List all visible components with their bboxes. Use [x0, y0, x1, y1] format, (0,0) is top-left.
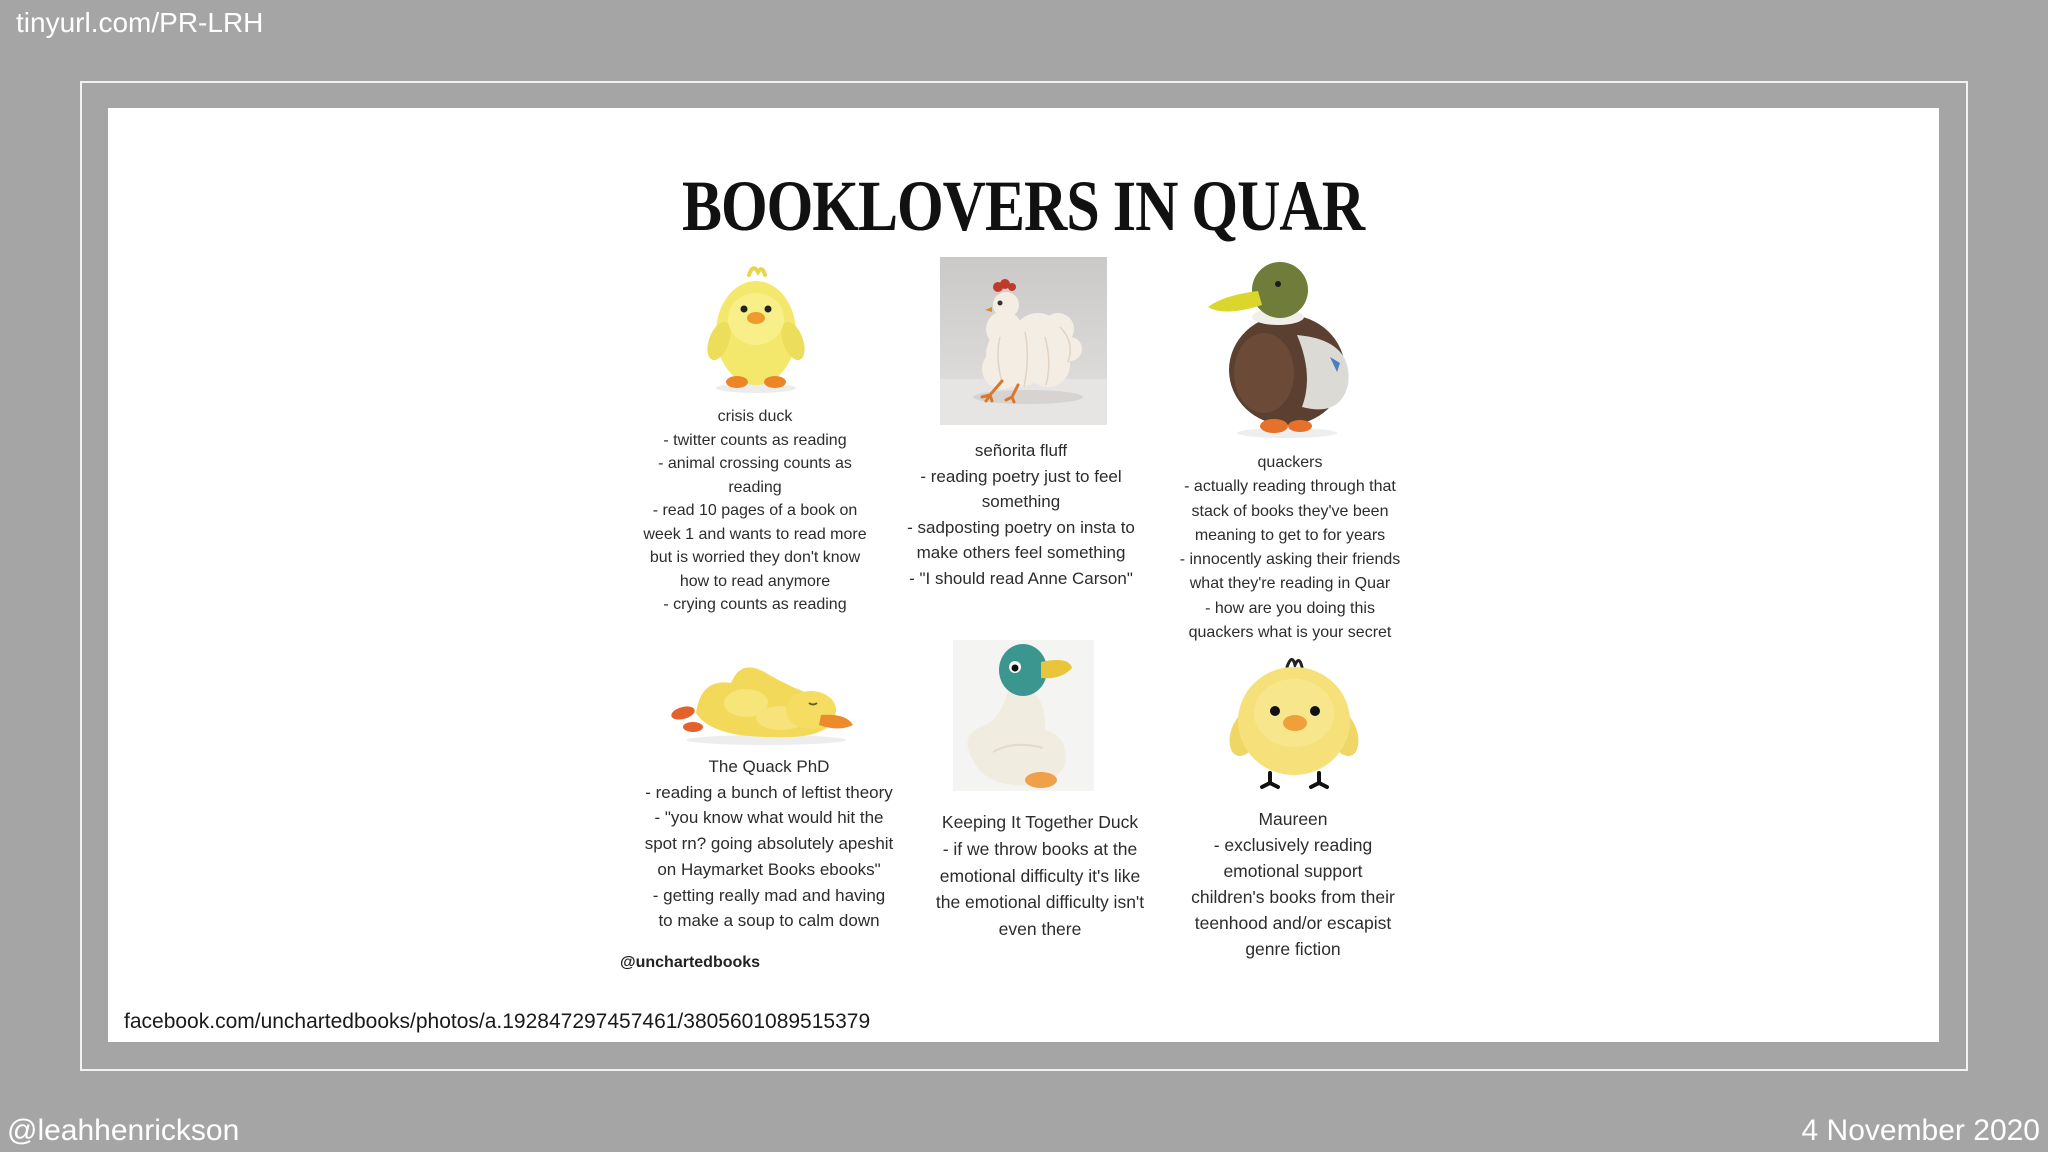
item-description-line: even there [998, 919, 1082, 940]
item-description-line: - actually reading through that [1184, 478, 1396, 496]
item-description-line: - read 10 pages of a book on [652, 502, 858, 519]
item-description-line: emotional support [1223, 861, 1363, 882]
item-description-line: reading [728, 478, 782, 496]
item-name: señorita fluff [974, 441, 1068, 460]
slide-date: 4 November 2020 [1801, 1114, 2040, 1147]
source-link-text: facebook.com/unchartedbooks/photos/a.192847297457461/3805601089515379 [124, 1010, 871, 1033]
item-description-line: - innocently asking their friends [1179, 551, 1401, 569]
short-link-text: tinyurl.com/PR-LRH [16, 7, 264, 38]
maureen-caption [1143, 806, 1443, 963]
item-description-line: something [981, 492, 1061, 512]
item-description-line: meaning to get to for years [1194, 526, 1386, 544]
meme-title: BOOKLOVERS IN QUAR [681, 166, 1365, 246]
item-description-line: - "you know what would hit the [654, 808, 884, 828]
item-name: Keeping It Together Duck [941, 812, 1139, 832]
keeping-it-together-duck-plush-image [953, 640, 1094, 791]
item-description-line: - crying counts as reading [663, 596, 847, 613]
item-description-line: - sadposting poetry on insta to [907, 517, 1135, 537]
senorita-fluff-caption [871, 438, 1171, 592]
item-description-line: make others feel something [916, 543, 1126, 563]
item-description-line: week 1 and wants to read more [643, 525, 867, 543]
item-description-line: teenhood and/or escapist [1194, 913, 1392, 934]
item-description-line: what they're reading in Quar [1189, 575, 1391, 593]
item-description-line: the emotional difficulty isn't [935, 892, 1145, 913]
item-description-line: on Haymarket Books ebooks" [657, 859, 881, 879]
quack-phd-plush-image [671, 653, 856, 747]
item-description-line: quackers what is your secret [1188, 624, 1392, 642]
item-description-line: stack of books they've been [1191, 502, 1389, 520]
item-name: The Quack PhD [708, 757, 830, 776]
item-description-line: - getting really mad and having [652, 885, 886, 905]
item-description-line: genre fiction [1245, 939, 1341, 960]
item-name: quackers [1257, 454, 1323, 471]
item-description-line: but is worried they don't know [649, 549, 861, 566]
item-name: crisis duck [717, 408, 793, 425]
item-description-line: - "I should read Anne Carson" [909, 568, 1133, 588]
quackers-plush-image [1202, 255, 1361, 440]
author-handle: @leahhenrickson [7, 1114, 240, 1147]
item-description-line: how to read anymore [679, 572, 831, 590]
slide-content-panel [108, 108, 1939, 1042]
item-description-line: - exclusively reading [1213, 835, 1373, 856]
item-description-line: - reading poetry just to feel [920, 466, 1122, 486]
item-description-line: children's books from their [1191, 887, 1395, 908]
item-description-line: emotional difficulty it's like [939, 865, 1141, 886]
quackers-caption [1140, 451, 1440, 645]
quack-phd-caption [619, 754, 919, 934]
item-description-line: spot rn? going absolutely apeshit [644, 834, 894, 854]
crisis-duck-caption [605, 405, 905, 617]
item-description-line: to make a soup to calm down [658, 911, 880, 931]
item-description-line: - twitter counts as reading [663, 431, 847, 449]
crisis-duck-plush-image [699, 261, 813, 394]
maureen-plush-image [1215, 653, 1374, 793]
item-description-line: - reading a bunch of leftist theory [645, 782, 893, 802]
meme-credit: @unchartedbooks [620, 954, 761, 971]
item-description-line: - animal crossing counts as [658, 455, 852, 472]
item-description-line: - how are you doing this [1205, 599, 1375, 617]
item-description-line: - if we throw books at the [942, 838, 1138, 859]
senorita-fluff-plush-image [940, 257, 1107, 425]
item-name: Maureen [1258, 809, 1328, 829]
